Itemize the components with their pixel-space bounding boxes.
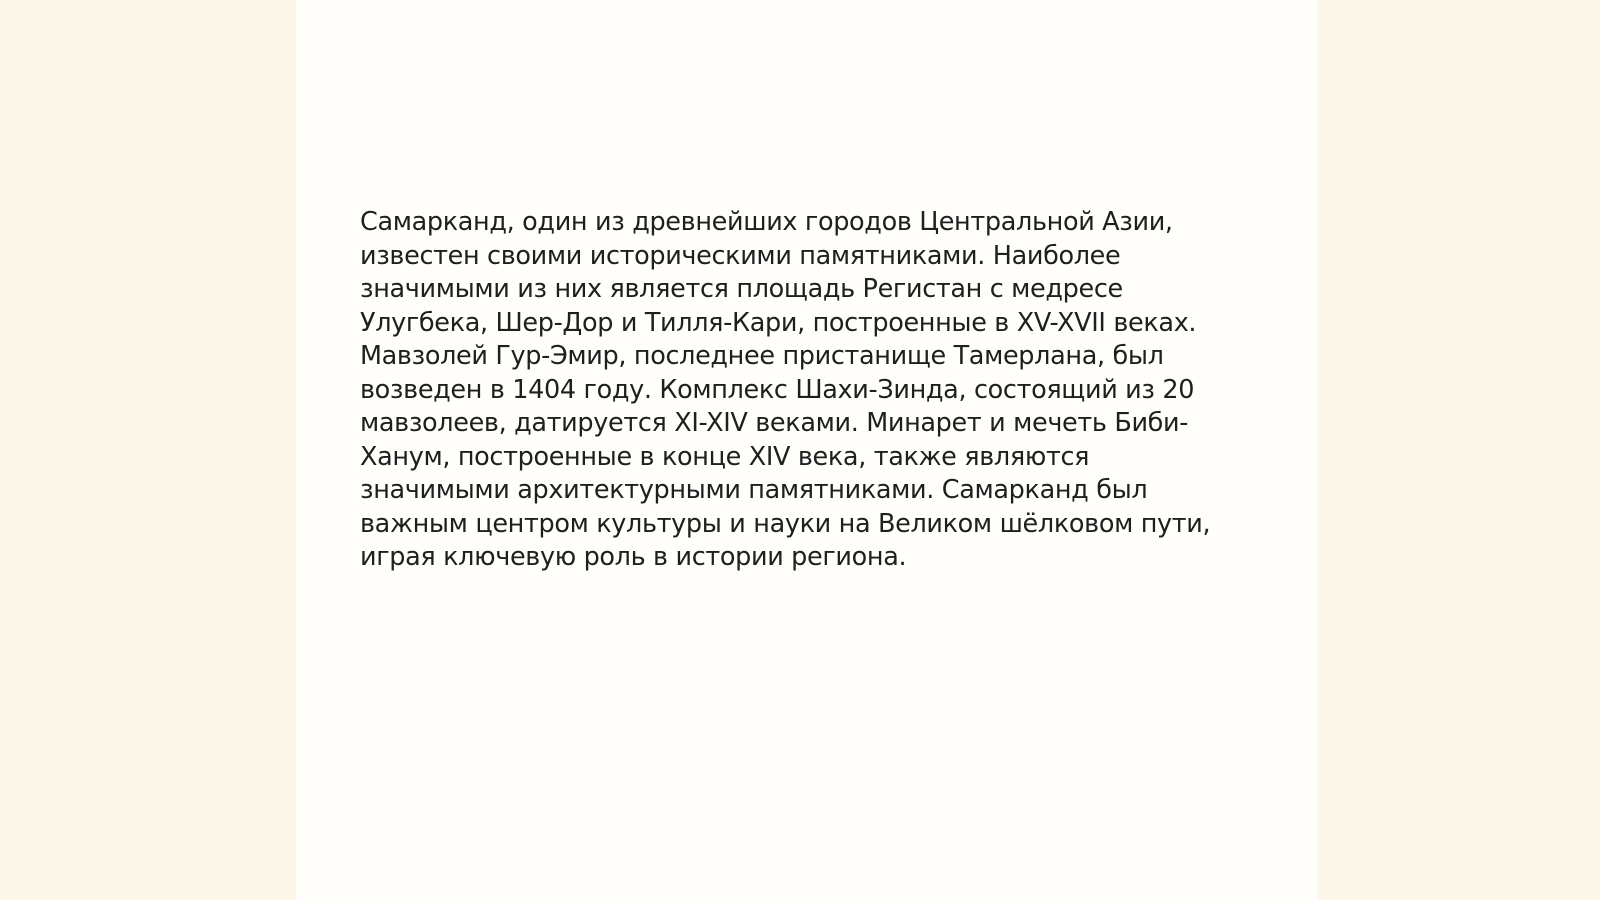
paragraph-line: Ханум, построенные в конце XIV века, также являются [360,441,1090,472]
paragraph-line: Мавзолей Гур-Эмир, последнее пристанище Тамерлана, был [360,341,1164,371]
body-paragraph [360,206,1260,575]
paragraph-line: Самарканд, один из древнейших городов Центральной Азии, [360,207,1173,237]
paragraph-line: известен своими историческими памятниками. Наиболее [360,240,1121,271]
paragraph-line: возведен в 1404 году. Комплекс Шахи-Зинда, состоящий из 20 [360,374,1195,405]
paragraph-line: значимыми из них является площадь Регистан с медресе [360,274,1123,304]
paragraph-line: играя ключевую роль в истории региона. [360,542,907,572]
paragraph-line: мавзолеев, датируется XI-XIV веками. Минарет и мечеть Биби- [360,408,1189,438]
paragraph-line: значимыми архитектурными памятниками. Самарканд был [360,475,1148,505]
paragraph-line: Улугбека, Шер-Дор и Тилля-Кари, построенные в XV-XVII веках. [360,307,1197,338]
paragraph-line: важным центром культуры и науки на Великом шёлковом пути, [360,508,1211,539]
